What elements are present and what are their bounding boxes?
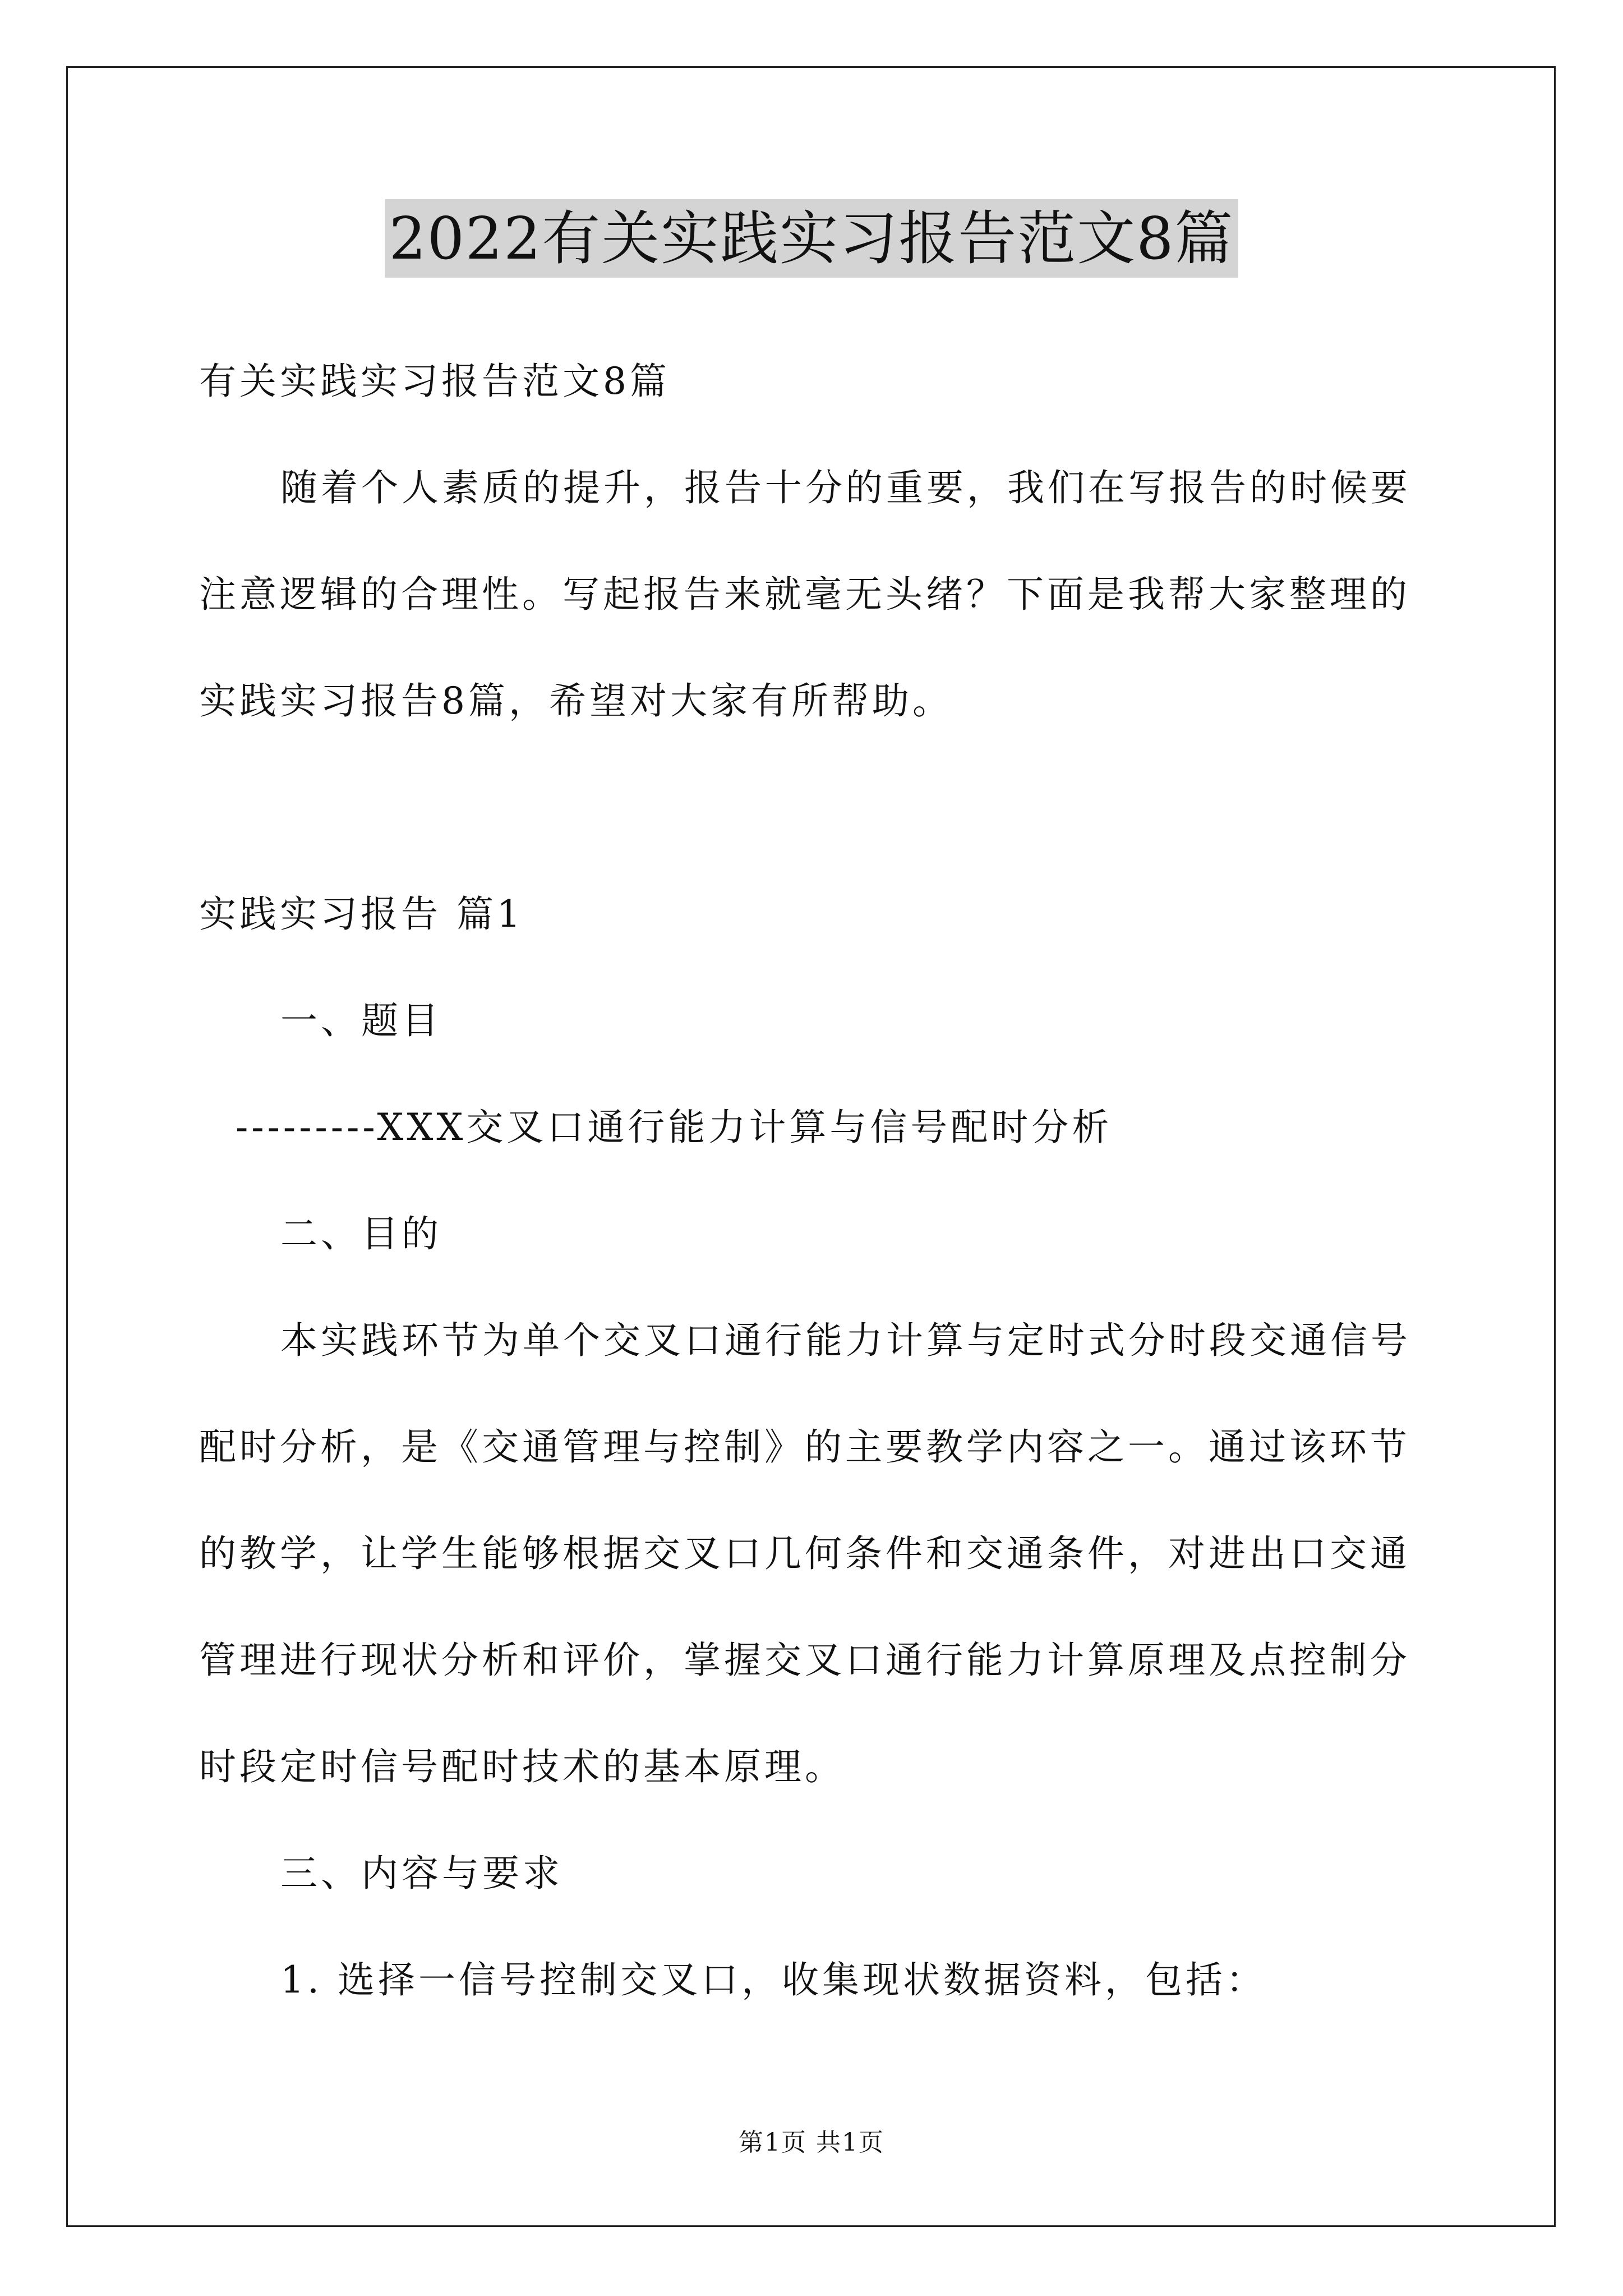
item2-heading: 二、目的 (280, 1212, 442, 1255)
intro-line-2: 注意逻辑的合理性。写起报告来就毫无头绪？下面是我帮大家整理的 (199, 573, 1410, 616)
item3-heading: 三、内容与要求 (280, 1852, 563, 1895)
item2-line-3: 的教学，让学生能够根据交叉口几何条件和交通条件，对进出口交通 (199, 1532, 1410, 1575)
item2-line-5: 时段定时信号配时技术的基本原理。 (199, 1745, 845, 1788)
item1-heading: 一、题目 (280, 999, 442, 1042)
item2-line-1: 本实践环节为单个交叉口通行能力计算与定时式分时段交通信号 (280, 1319, 1411, 1362)
item2-line-4: 管理进行现状分析和评价，掌握交叉口通行能力计算原理及点控制分 (199, 1639, 1410, 1682)
intro-line-3: 实践实习报告8篇，希望对大家有所帮助。 (199, 679, 953, 723)
item1-text: ---------XXX交叉口通行能力计算与信号配时分析 (236, 1106, 1113, 1149)
item3-sub1: 1. 选择一信号控制交叉口，收集现状数据资料，包括： (280, 1958, 1266, 2001)
section-heading: 实践实习报告 篇1 (199, 892, 524, 936)
document-title: 2022有关实践实习报告范文8篇 (385, 199, 1239, 278)
intro-line-1: 随着个人素质的提升，报告十分的重要，我们在写报告的时候要 (280, 466, 1411, 509)
item2-line-2: 配时分析，是《交通管理与控制》的主要教学内容之一。通过该环节 (199, 1425, 1410, 1469)
document-subtitle: 有关实践实习报告范文8篇 (199, 360, 670, 403)
page-footer: 第1页 共1页 (739, 2128, 884, 2157)
title-wrap (0, 199, 1623, 278)
